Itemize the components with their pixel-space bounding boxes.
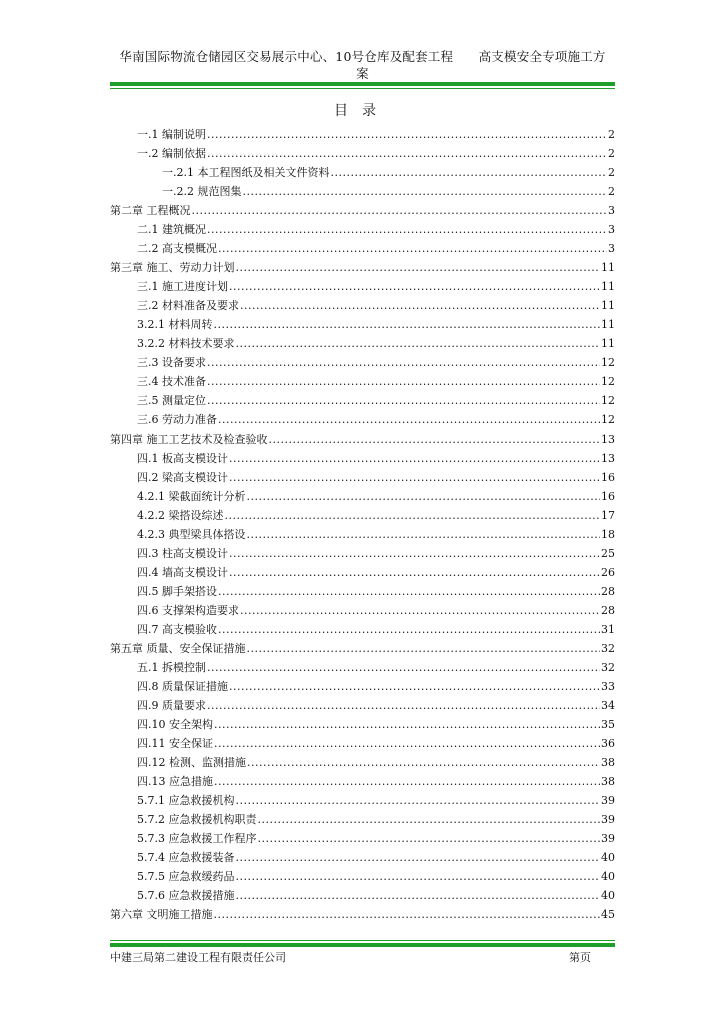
toc-entry-page: 13 — [601, 432, 615, 446]
toc-entry[interactable] — [110, 392, 615, 411]
toc-leader-dots — [236, 889, 601, 902]
toc-entry-page: 38 — [601, 756, 615, 770]
toc-leader-dots — [247, 642, 601, 655]
footer-company: 中建三局第二建设工程有限责任公司 — [110, 951, 286, 964]
toc-entry-page: 3 — [608, 204, 615, 218]
toc-entry-label: 5.7.2 应急救援机构职责 — [137, 813, 257, 827]
toc-entry[interactable] — [110, 735, 615, 754]
toc-leader-dots — [218, 242, 607, 255]
toc-entry-label: 四.5 脚手架搭设 — [137, 584, 217, 598]
toc-entry-label: 一.1 编制说明 — [137, 128, 206, 141]
toc-leader-dots — [214, 718, 600, 731]
toc-entry-label: 3.2.2 材料技术要求 — [137, 337, 235, 351]
toc-leader-dots — [240, 604, 600, 617]
toc-entry-page: 2 — [608, 185, 615, 199]
toc-entry-label: 三.6 劳动力准备 — [137, 413, 217, 427]
toc-leader-dots — [214, 775, 600, 788]
toc-entry-page: 39 — [601, 813, 615, 827]
toc-entry-page: 12 — [601, 413, 615, 427]
toc-leader-dots — [229, 471, 600, 484]
toc-entry-page: 39 — [601, 832, 615, 846]
header-title-line1: 华南国际物流仓储园区交易展示中心、10号仓库及配套工程 高支模安全专项施工方 — [119, 49, 606, 64]
toc-leader-dots — [269, 433, 601, 446]
footer-divider — [110, 940, 615, 947]
toc-entry-label: 4.2.2 梁搭设综述 — [137, 508, 224, 522]
toc-heading: 目录 — [334, 103, 390, 119]
toc-entry-page: 32 — [601, 641, 615, 655]
toc-entry[interactable] — [110, 564, 615, 583]
toc-entry-page: 3 — [608, 242, 615, 256]
toc-entry[interactable] — [110, 126, 615, 145]
toc-entry-label: 四.9 质量要求 — [137, 698, 206, 712]
toc-entry-label: 三.1 施工进度计划 — [137, 280, 228, 294]
toc-entry-label: 二.1 建筑概况 — [137, 223, 206, 237]
toc-leader-dots — [214, 737, 600, 750]
toc-entry[interactable] — [110, 811, 615, 830]
toc-entry-page: 16 — [601, 470, 615, 484]
toc-entry-label: 四.2 梁高支模设计 — [137, 470, 228, 484]
toc-entry-page: 3 — [608, 223, 615, 237]
toc-entry[interactable] — [110, 640, 615, 659]
toc-entry[interactable] — [110, 240, 615, 259]
toc-leader-dots — [236, 261, 601, 274]
toc-entry[interactable] — [110, 507, 615, 526]
toc-leader-dots — [207, 394, 600, 407]
toc-entry-page: 39 — [601, 794, 615, 808]
toc-entry[interactable] — [110, 526, 615, 545]
toc-entry[interactable] — [110, 887, 615, 906]
toc-entry[interactable] — [110, 697, 615, 716]
toc-entry-page: 32 — [601, 660, 615, 674]
toc-entry-page: 12 — [601, 356, 615, 370]
toc-entry[interactable] — [110, 297, 615, 316]
toc-entry[interactable] — [110, 335, 615, 354]
toc-entry-label: 4.2.3 典型梁具体搭设 — [137, 527, 246, 541]
toc-entry[interactable] — [110, 773, 615, 792]
toc-entry[interactable] — [110, 716, 615, 735]
toc-entry-label: 二.2 高支模概况 — [137, 242, 217, 256]
toc-entry-label: 5.7.6 应急救援措施 — [137, 889, 235, 903]
toc-leader-dots — [229, 280, 600, 293]
toc-entry-label: 一.2 编制依据 — [137, 147, 206, 161]
toc-leader-dots — [247, 528, 601, 541]
toc-entry-page: 40 — [601, 851, 615, 865]
toc-entry-page: 12 — [601, 394, 615, 408]
toc-leader-dots — [236, 794, 601, 807]
toc-entry-label: 第六章 文明施工措施 — [110, 908, 213, 922]
toc-entry[interactable] — [110, 545, 615, 564]
toc-leader-dots — [247, 756, 600, 769]
toc-entry[interactable] — [110, 792, 615, 811]
toc-entry-page: 12 — [601, 375, 615, 389]
footer-page-label: 第页 — [569, 951, 591, 964]
toc-entry-page: 16 — [601, 489, 615, 503]
header-divider — [110, 82, 615, 89]
toc-leader-dots — [258, 813, 601, 826]
toc-entry-page: 45 — [601, 908, 615, 922]
toc-leader-dots — [207, 661, 600, 674]
toc-entry-label: 三.2 材料准备及要求 — [137, 299, 239, 313]
toc-entry[interactable] — [110, 431, 615, 450]
toc-leader-dots — [207, 223, 607, 236]
toc-entry[interactable] — [110, 868, 615, 887]
toc-leader-dots — [225, 509, 601, 522]
toc-leader-dots — [218, 623, 600, 636]
toc-entry-page: 28 — [601, 603, 615, 617]
toc-entry-label: 四.8 质量保证措施 — [137, 679, 228, 693]
toc-entry-page: 18 — [601, 527, 615, 541]
toc-entry[interactable] — [110, 145, 615, 164]
toc-entry-page: 17 — [601, 508, 615, 522]
toc-entry-page: 35 — [601, 717, 615, 731]
toc-entry[interactable] — [110, 583, 615, 602]
table-of-contents — [110, 126, 615, 925]
toc-entry-label: 三.4 技术准备 — [137, 375, 206, 389]
toc-entry-label: 第五章 质量、安全保证措施 — [110, 641, 246, 655]
toc-leader-dots — [214, 318, 601, 331]
toc-entry-label: 四.7 高支模验收 — [137, 622, 217, 636]
toc-entry-label: 第三章 施工、劳动力计划 — [110, 261, 235, 275]
toc-entry-label: 四.12 检测、监测措施 — [137, 756, 246, 770]
toc-entry[interactable] — [110, 450, 615, 469]
toc-leader-dots — [236, 851, 601, 864]
toc-entry-label: 一.2.1 本工程图纸及相关文件资料 — [162, 166, 330, 180]
toc-leader-dots — [207, 128, 607, 141]
page-header — [110, 48, 615, 82]
toc-entry[interactable] — [110, 621, 615, 640]
toc-entry-label: 5.7.1 应急救援机构 — [137, 794, 235, 808]
toc-entry-label: 四.10 安全架构 — [137, 717, 213, 731]
toc-leader-dots — [229, 452, 600, 465]
toc-leader-dots — [214, 908, 601, 921]
toc-entry-label: 四.6 支撑架构造要求 — [137, 603, 239, 617]
toc-entry-page: 11 — [601, 299, 615, 313]
toc-entry-label: 三.3 设备要求 — [137, 356, 206, 370]
toc-entry-label: 5.7.4 应急救援装备 — [137, 851, 235, 865]
toc-entry[interactable] — [110, 373, 615, 392]
toc-entry-page: 11 — [601, 280, 615, 294]
toc-entry-label: 3.2.1 材料周转 — [137, 318, 213, 332]
toc-entry-page: 25 — [601, 546, 615, 560]
toc-leader-dots — [218, 585, 600, 598]
toc-entry-label: 四.3 柱高支模设计 — [137, 546, 228, 560]
toc-leader-dots — [218, 413, 600, 426]
toc-entry-page: 11 — [601, 318, 615, 332]
toc-leader-dots — [331, 166, 608, 179]
toc-leader-dots — [247, 490, 601, 503]
toc-entry[interactable] — [110, 906, 615, 925]
toc-entry-label: 4.2.1 梁截面统计分析 — [137, 489, 246, 503]
toc-entry[interactable] — [110, 259, 615, 278]
toc-entry-label: 五.1 拆模控制 — [137, 660, 206, 674]
toc-entry-label: 四.1 板高支模设计 — [137, 451, 228, 465]
toc-entry[interactable] — [110, 164, 615, 183]
toc-entry-page: 28 — [601, 584, 615, 598]
toc-entry-label: 5.7.5 应急救缓药品 — [137, 870, 235, 884]
toc-entry-label: 四.4 墙高支模设计 — [137, 565, 228, 579]
toc-entry-page: 26 — [601, 565, 615, 579]
toc-entry-page: 36 — [601, 737, 615, 750]
toc-entry[interactable] — [110, 278, 615, 297]
toc-entry-label: 四.11 安全保证 — [137, 737, 213, 750]
toc-leader-dots — [240, 299, 600, 312]
toc-entry-page: 2 — [608, 128, 615, 141]
toc-entry-label: 第四章 施工工艺技术及检查验收 — [110, 432, 268, 446]
header-title-line2: 案 — [356, 66, 369, 81]
toc-entry-label: 一.2.2 规范图集 — [162, 185, 242, 199]
toc-leader-dots — [192, 204, 608, 217]
toc-entry[interactable] — [110, 602, 615, 621]
toc-entry-label: 第二章 工程概况 — [110, 204, 191, 218]
toc-entry[interactable] — [110, 469, 615, 488]
toc-entry-page: 11 — [601, 337, 615, 351]
toc-entry[interactable] — [110, 221, 615, 240]
toc-entry-page: 38 — [601, 775, 615, 789]
toc-leader-dots — [229, 547, 600, 560]
toc-entry-page: 13 — [601, 451, 615, 465]
toc-entry[interactable] — [110, 183, 615, 202]
toc-entry-page: 40 — [601, 870, 615, 884]
toc-leader-dots — [207, 699, 600, 712]
toc-entry-page: 40 — [601, 889, 615, 903]
toc-entry-page: 11 — [601, 261, 615, 275]
toc-entry[interactable] — [110, 316, 615, 335]
toc-leader-dots — [236, 337, 601, 350]
toc-leader-dots — [229, 566, 600, 579]
toc-entry[interactable] — [110, 488, 615, 507]
toc-entry[interactable] — [110, 659, 615, 678]
toc-entry[interactable] — [110, 678, 615, 697]
toc-leader-dots — [207, 375, 600, 388]
toc-entry[interactable] — [110, 411, 615, 430]
toc-entry-label: 5.7.3 应急救援工作程序 — [137, 832, 257, 846]
toc-leader-dots — [207, 356, 600, 369]
toc-entry[interactable] — [110, 754, 615, 773]
toc-leader-dots — [258, 832, 601, 845]
toc-entry[interactable] — [110, 202, 615, 221]
toc-entry-page: 2 — [608, 147, 615, 161]
toc-entry-label: 四.13 应急措施 — [137, 775, 213, 789]
toc-entry[interactable] — [110, 354, 615, 373]
toc-entry-page: 2 — [608, 166, 615, 180]
toc-entry-page: 33 — [601, 679, 615, 693]
toc-entry[interactable] — [110, 849, 615, 868]
toc-entry-page: 34 — [601, 698, 615, 712]
toc-leader-dots — [207, 147, 607, 160]
toc-entry-page: 31 — [601, 622, 615, 636]
toc-entry-label: 三.5 测量定位 — [137, 394, 206, 408]
toc-leader-dots — [229, 680, 600, 693]
toc-leader-dots — [236, 870, 601, 883]
toc-entry[interactable] — [110, 830, 615, 849]
toc-leader-dots — [243, 185, 608, 198]
